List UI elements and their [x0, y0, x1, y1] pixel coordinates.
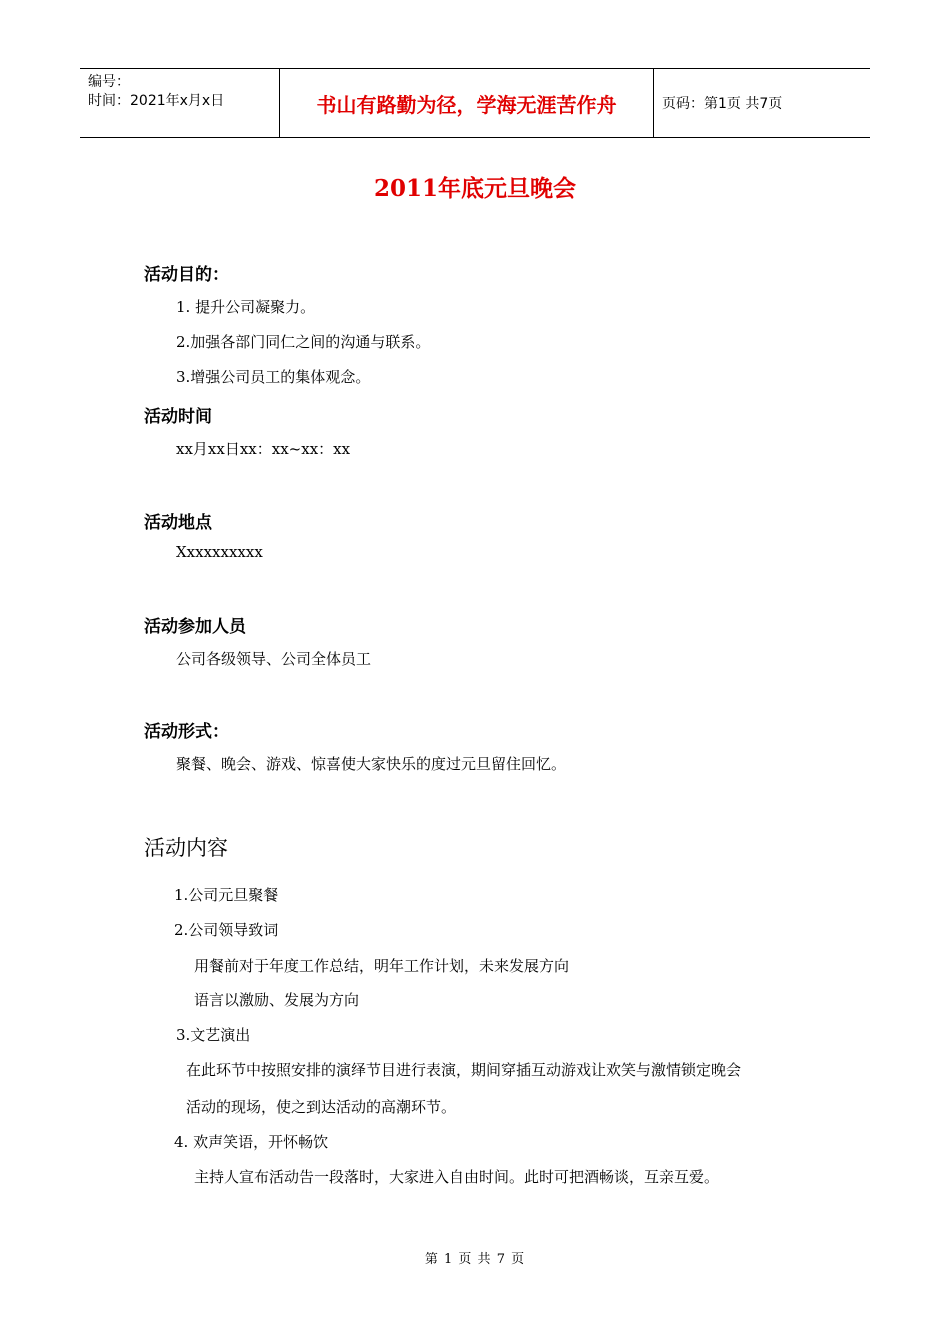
header-page-info: 页码：第1页 共7页	[662, 96, 783, 112]
location-heading: 活动地点	[144, 513, 212, 533]
document-title: 2011年底元旦晚会	[373, 175, 576, 202]
purpose-item: 3.增强公司员工的集体观念。	[176, 368, 371, 386]
content-line: 1.公司元旦聚餐	[174, 886, 279, 904]
participants-heading: 活动参加人员	[144, 617, 246, 637]
purpose-item: 1. 提升公司凝聚力。	[176, 298, 316, 316]
purpose-item: 2.加强各部门同仁之间的沟通与联系。	[176, 333, 431, 351]
time-heading: 活动时间	[144, 407, 212, 427]
format-heading: 活动形式：	[144, 722, 229, 742]
content-line: 活动的现场，使之到达活动的高潮环节。	[186, 1098, 457, 1116]
purpose-heading: 活动目的：	[144, 265, 229, 285]
content-line: 语言以激励、发展为方向	[194, 991, 360, 1009]
location-text: Xxxxxxxxxx	[176, 543, 263, 561]
time-label: 时间：2021年x月x日	[88, 93, 225, 109]
header-motto: 书山有路勤为径，学海无涯苦作舟	[280, 69, 654, 137]
content-line: 4. 欢声笑语，开怀畅饮	[174, 1133, 329, 1151]
content-line: 主持人宣布活动告一段落时，大家进入自由时间。此时可把酒畅谈，互亲互爱。	[194, 1168, 720, 1186]
page-footer: 第 1 页 共 7 页	[424, 1252, 526, 1267]
number-label: 编号：	[88, 74, 130, 90]
content-heading: 活动内容	[144, 836, 228, 860]
content-line: 在此环节中按照安排的演绎节目进行表演，期间穿插互动游戏让欢笑与激情锁定晚会	[186, 1061, 742, 1079]
participants-text: 公司各级领导、公司全体员工	[176, 650, 372, 668]
content-line: 2.公司领导致词	[174, 921, 279, 939]
header-meta	[80, 69, 280, 137]
page-header	[80, 68, 870, 138]
content-line: 用餐前对于年度工作总结，明年工作计划，未来发展方向	[194, 957, 570, 975]
content-line: 3.文艺演出	[176, 1026, 251, 1044]
time-text: xx月xx日xx：xx~xx：xx	[176, 440, 351, 458]
format-text: 聚餐、晚会、游戏、惊喜使大家快乐的度过元旦留住回忆。	[176, 755, 567, 773]
